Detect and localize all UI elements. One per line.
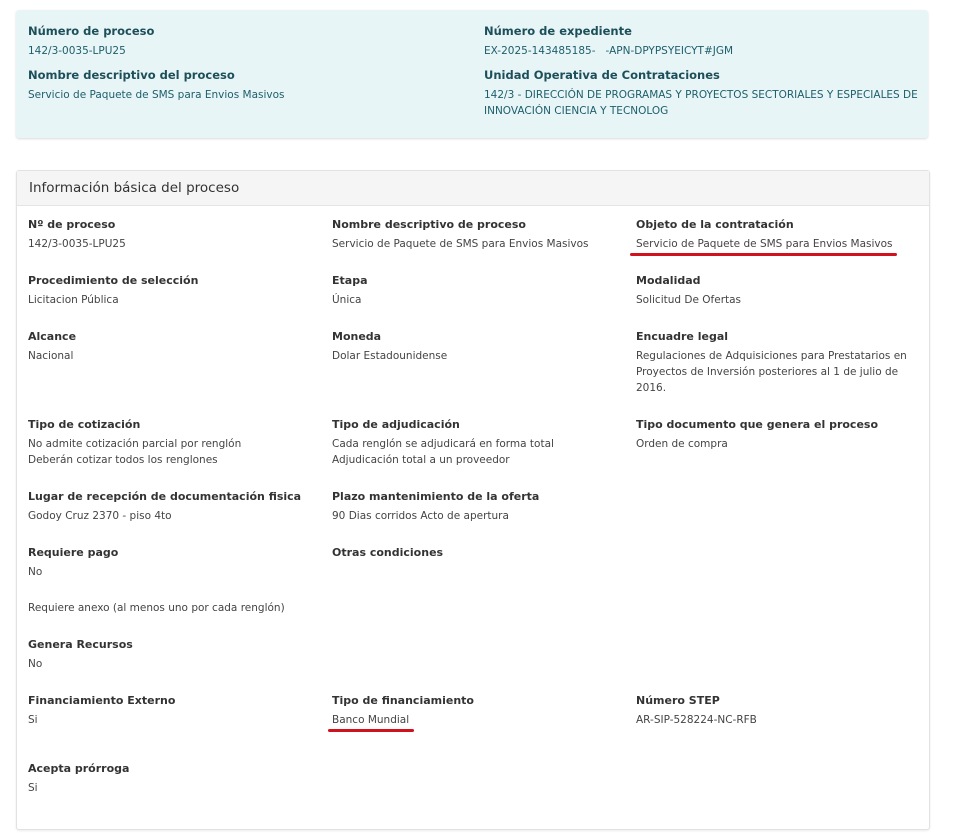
encuadre-legal-value-line2: Proyectos de Inversión posteriores al 1 de julio de xyxy=(636,366,899,378)
tipo-adjudicacion-value-line2: Adjudicación total a un proveedor xyxy=(332,454,510,466)
requiere-anexo-text: Requiere anexo (al menos uno por cada renglón) xyxy=(28,602,285,614)
tipo-documento-value: Orden de compra xyxy=(636,438,728,450)
tipo-adjudicacion-label: Tipo de adjudicación xyxy=(332,418,460,431)
acepta-prorroga-label: Acepta prórroga xyxy=(28,762,130,775)
process-number-value: 142/3-0035-LPU25 xyxy=(28,45,126,57)
tipo-financiamiento-label: Tipo de financiamiento xyxy=(332,694,474,707)
red-underline-highlight xyxy=(328,729,414,732)
panel-header xyxy=(17,171,929,206)
plazo-mantenimiento-label: Plazo mantenimiento de la oferta xyxy=(332,490,540,503)
modalidad-label: Modalidad xyxy=(636,274,701,287)
unidad-operativa-value-line1: 142/3 - DIRECCIÓN DE PROGRAMAS Y PROYECTOS SECTORIALES Y ESPECIALES DE xyxy=(484,89,918,101)
numero-step-label: Número STEP xyxy=(636,694,720,707)
unidad-operativa-label: Unidad Operativa de Contrataciones xyxy=(484,68,720,82)
genera-recursos-value: No xyxy=(28,658,43,670)
encuadre-legal-label: Encuadre legal xyxy=(636,330,729,343)
etapa-value: Única xyxy=(332,294,362,306)
tipo-cotizacion-value-line1: No admite cotización parcial por renglón xyxy=(28,438,242,450)
objeto-contratacion-label: Objeto de la contratación xyxy=(636,218,794,231)
encuadre-legal-value-line1: Regulaciones de Adquisiciones para Prestatarios en xyxy=(636,350,907,362)
tipo-financiamiento-value: Banco Mundial xyxy=(332,714,410,726)
process-number-label: Número de proceso xyxy=(28,24,155,38)
acepta-prorroga-value: Si xyxy=(28,782,38,794)
otras-condiciones-label: Otras condiciones xyxy=(332,546,444,559)
process-summary-card xyxy=(16,10,928,138)
requiere-pago-value: No xyxy=(28,566,43,578)
genera-recursos-label: Genera Recursos xyxy=(28,638,133,651)
tipo-documento-label: Tipo documento que genera el proceso xyxy=(636,418,879,431)
procedimiento-value: Licitacion Pública xyxy=(28,294,119,306)
etapa-label: Etapa xyxy=(332,274,368,287)
financiamiento-externo-label: Financiamiento Externo xyxy=(28,694,176,707)
objeto-contratacion-value: Servicio de Paquete de SMS para Envios Masivos xyxy=(636,238,893,250)
modalidad-value: Solicitud De Ofertas xyxy=(636,294,742,306)
basic-info-panel xyxy=(16,170,930,830)
nombre-descriptivo-label: Nombre descriptivo de proceso xyxy=(332,218,526,231)
process-name-label: Nombre descriptivo del proceso xyxy=(28,68,235,82)
unidad-operativa-value-line2: INNOVACIÓN CIENCIA Y TECNOLOG xyxy=(484,105,669,117)
procedimiento-label: Procedimiento de selección xyxy=(28,274,199,287)
red-underline-highlight xyxy=(630,253,897,256)
nombre-descriptivo-value: Servicio de Paquete de SMS para Envios Masivos xyxy=(332,238,589,250)
panel-title: Información básica del proceso xyxy=(29,180,240,196)
lugar-recepcion-value: Godoy Cruz 2370 - piso 4to xyxy=(28,510,172,522)
tipo-adjudicacion-value-line1: Cada renglón se adjudicará en forma total xyxy=(332,438,554,450)
expediente-value: EX-2025-143485185- -APN-DPYPSYEICYT#JGM xyxy=(484,45,734,57)
numero-step-value: AR-SIP-528224-NC-RFB xyxy=(636,714,757,726)
expediente-label: Número de expediente xyxy=(484,24,632,38)
financiamiento-externo-value: Si xyxy=(28,714,38,726)
lugar-recepcion-label: Lugar de recepción de documentación fisica xyxy=(28,490,302,503)
tipo-cotizacion-value-line2: Deberán cotizar todos los renglones xyxy=(28,454,218,466)
plazo-mantenimiento-value: 90 Dias corridos Acto de apertura xyxy=(332,510,509,522)
process-name-value: Servicio de Paquete de SMS para Envios Masivos xyxy=(28,89,285,101)
nro-proceso-label: Nº de proceso xyxy=(28,218,116,231)
tipo-cotizacion-label: Tipo de cotización xyxy=(28,418,141,431)
alcance-label: Alcance xyxy=(28,330,77,343)
moneda-value: Dolar Estadounidense xyxy=(332,350,448,362)
nro-proceso-value: 142/3-0035-LPU25 xyxy=(28,238,126,250)
moneda-label: Moneda xyxy=(332,330,382,343)
encuadre-legal-value-line3: 2016. xyxy=(636,382,667,394)
alcance-value: Nacional xyxy=(28,350,74,362)
requiere-pago-label: Requiere pago xyxy=(28,546,119,559)
